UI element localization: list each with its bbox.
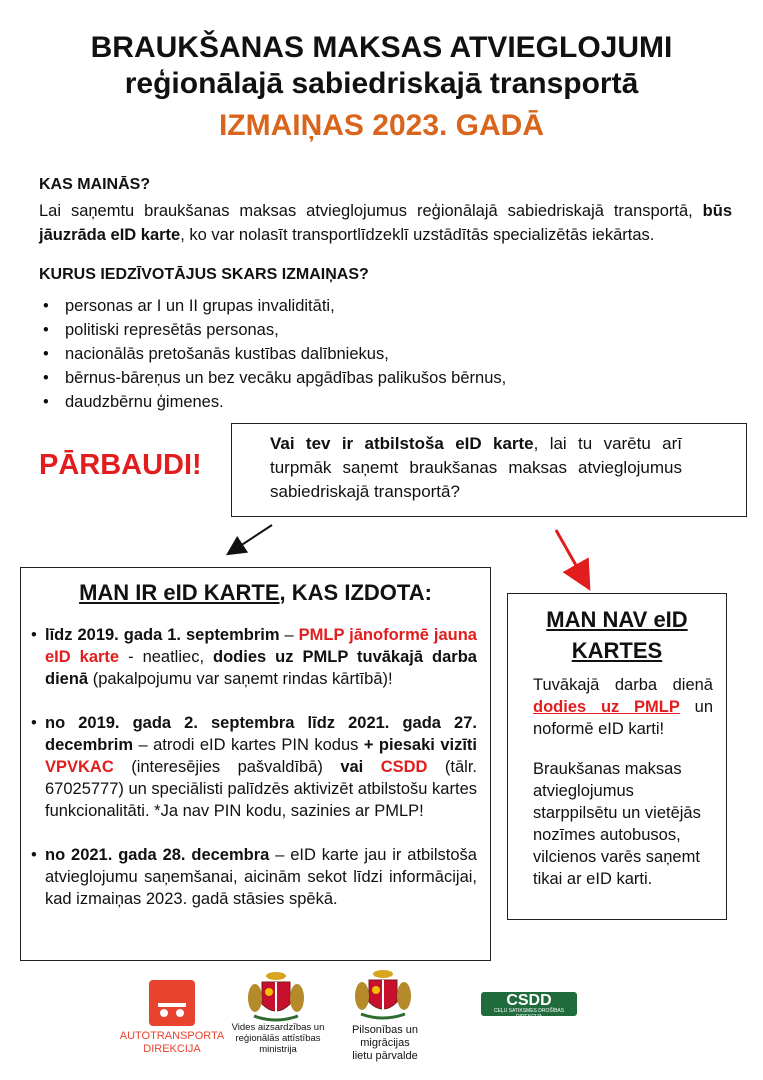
atd-bus-icon — [149, 980, 195, 1026]
list-item: • līdz 2019. gada 1. septembrim – PMLP jānoformē jauna eID karte - neatliec, dodies uz PMLP tuvākajā darba dienā (pakalpojumu var saņemt rindas kārtībā)! — [31, 626, 477, 688]
list-item: • personas ar I un II grupas invaliditāti, — [43, 297, 335, 315]
atd-logo — [149, 980, 195, 1026]
title-line-3: IZMAIŅAS 2023. GADĀ — [218, 109, 545, 142]
csdd-logo — [481, 992, 577, 1020]
pmlp-caption: Pilsonības un migrācijas lietu pārvalde — [351, 1024, 419, 1062]
who-affected-heading: KURUS IEDZĪVOTĀJUS SKARS IZMAIŅAS? — [39, 266, 369, 283]
question-text: Vai tev ir atbilstoša eID karte, lai tu varētu arī turpmāk saņemt braukšanas maksas atvieglojumus sabiedriskajā transportā? — [270, 434, 682, 501]
varam-caption: Vides aizsardzības un reģionālās attīstības ministrija — [231, 1022, 325, 1055]
list-item: • no 2021. gada 28. decembra – eID karte jau ir atbilstoša atvieglojumu saņemšanai, aicinām sekot līdzi informācijai, kad izmaiņas 2023. gadā stāsies spēkā. — [31, 846, 477, 908]
no-card-box — [507, 593, 727, 920]
varam-coat-of-arms-icon — [246, 968, 306, 1022]
arrow-right — [556, 530, 586, 583]
what-changes-heading: KAS MAINĀS? — [39, 176, 151, 193]
csdd-mark: CSDD — [506, 992, 552, 1009]
what-changes-text: Lai saņemtu braukšanas maksas atvieglojumus reģionālajā sabiedriskajā transportā, būs jāuzrāda eID karte, ko var nolasīt transportlīdzeklī uzstādītās specializētās iekārtas. — [39, 202, 732, 244]
have-card-heading: MAN IR eID KARTE, KAS IZDOTA: — [79, 580, 432, 605]
no-card-text-2: Braukšanas maksas atvieglojumus starppilsētu un vietējās nozīmes autobusos, vilcienos varēs saņemt tikai ar eID karti. — [533, 760, 701, 888]
list-item: • bērnus-bāreņus un bez vecāku apgādības palikušos bērnus, — [43, 369, 507, 387]
title-line-1: BRAUKŠANAS MAKSAS ATVIEGLOJUMI — [90, 31, 673, 64]
atd-caption: AUTOTRANSPORTA DIREKCIJA — [119, 1030, 225, 1055]
no-card-heading: MAN NAV eID KARTES — [546, 607, 688, 663]
list-item: • politiski represētās personas, — [43, 321, 279, 339]
csdd-subtitle: CEĻU SATIKSMES DROŠĪBAS DIREKCIJA — [493, 1008, 565, 1020]
list-item: • daudzbērnu ģimenes. — [43, 393, 224, 411]
have-card-box — [20, 567, 491, 961]
have-card-items — [31, 624, 477, 932]
logos-row — [0, 960, 763, 1080]
list-item: • no 2019. gada 2. septembra līdz 2021. gada 27. decembrim – atrodi eID kartes PIN kodus + piesaki vizīti VPVKAC (interesējies pašvaldībā) vai CSDD (tālr. 67025777) un speciālisti palīdzēs aktivizēt atbilstošu kartes funkcionalitāti. *Ja nav PIN kodu, sazinies ar PMLP! — [31, 714, 477, 820]
no-card-text-1: Tuvākajā darba dienā dodies uz PMLP un noformē eID karti! — [533, 676, 713, 738]
arrow-left — [231, 525, 272, 552]
list-item: • nacionālās pretošanās kustības dalībniekus, — [43, 345, 389, 363]
pmlp-coat-of-arms-icon — [353, 966, 413, 1022]
title-line-2: reģionālajā sabiedriskajā transportā — [124, 67, 639, 100]
check-label: PĀRBAUDI! — [39, 449, 202, 481]
